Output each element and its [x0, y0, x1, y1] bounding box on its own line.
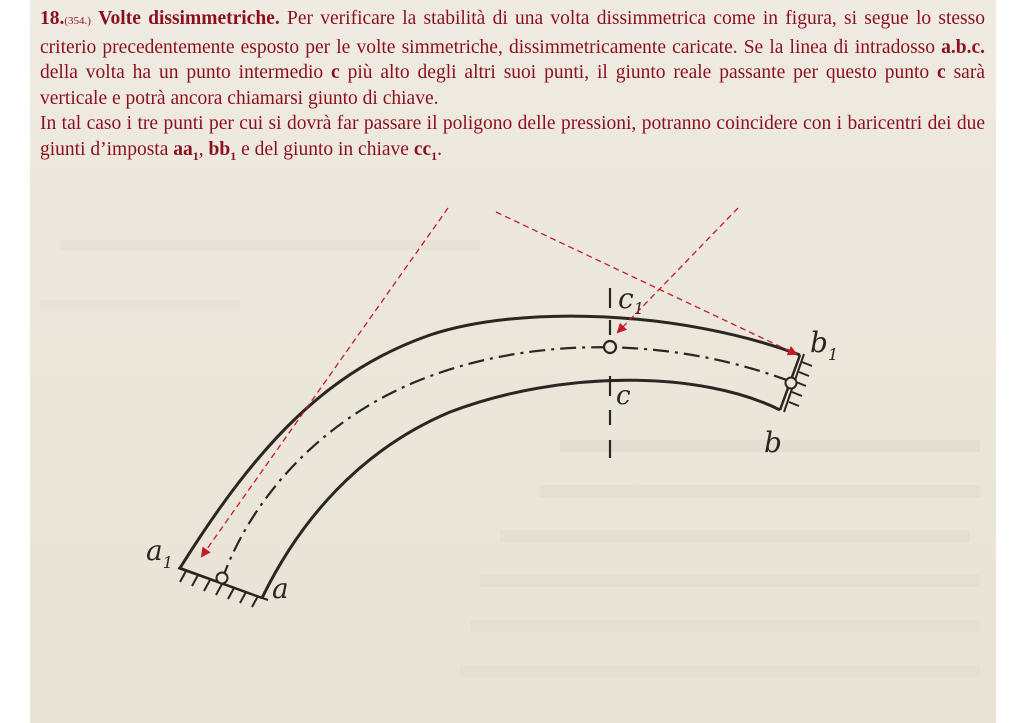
annotation-arrows — [202, 208, 796, 556]
joint-bb1-centroid — [786, 378, 797, 389]
label-c: c — [616, 381, 631, 411]
label-a1: $a_1$ — [146, 534, 173, 572]
section-title: Volte dissimmetriche. — [98, 8, 280, 29]
paragraph-1-text-1: Per verificare la stabilità di una volta dissimmetrica come in figura, si segue lo stesso criterio precedentemente esposto per le volte simmetriche, dissimmetricamente caricate. Se la linea di intradosso — [40, 8, 985, 58]
joint-aa1-subscript: 1 — [192, 148, 199, 163]
paragraph-1-text-3: più alto degli altri suoi punti, il giunto reale passante per questo punto — [339, 62, 938, 84]
paragraph-2-end: . — [437, 138, 443, 160]
joint-cc1-letters: cc — [413, 138, 432, 160]
joint-aa1-letters: aa — [173, 138, 193, 160]
joint-cc1-centroid — [604, 341, 616, 353]
paragraph-2-text-1: In tal caso i tre punti per cui si dovrà far passare il poligono delle pressioni, potranno coincidere con i baricentri dei due giunti d’imposta — [40, 113, 985, 160]
paragraph-1-text-4: sarà verticale e potrà ancora chiamarsi giunto di chiave. — [40, 62, 985, 109]
label-b1: $b_1$ — [810, 326, 839, 364]
bleed-through-text — [40, 240, 980, 677]
label-b: b — [764, 426, 782, 459]
joint-bb1-letters: bb — [208, 138, 231, 160]
section-reference: (354.) — [64, 15, 91, 27]
arrow-bb1 — [496, 212, 796, 354]
paragraph-1-text-2: della volta ha un punto intermedio — [40, 62, 332, 84]
label-c1: $c_1$ — [618, 282, 644, 318]
joint-aa1-centroid — [217, 573, 228, 584]
paragraph-2-text-2: e del giunto in chiave — [236, 138, 414, 160]
point-c-2: c — [937, 62, 946, 84]
section-number: 18. — [40, 8, 65, 29]
separator: , — [198, 138, 209, 160]
point-c-1: c — [331, 62, 340, 84]
joint-cc1-subscript: 1 — [431, 148, 438, 163]
axis-line — [222, 347, 792, 580]
intrados-line-abc: a.b.c. — [941, 36, 985, 58]
joint-bb1-subscript: 1 — [230, 148, 237, 163]
label-a: a — [272, 572, 289, 605]
